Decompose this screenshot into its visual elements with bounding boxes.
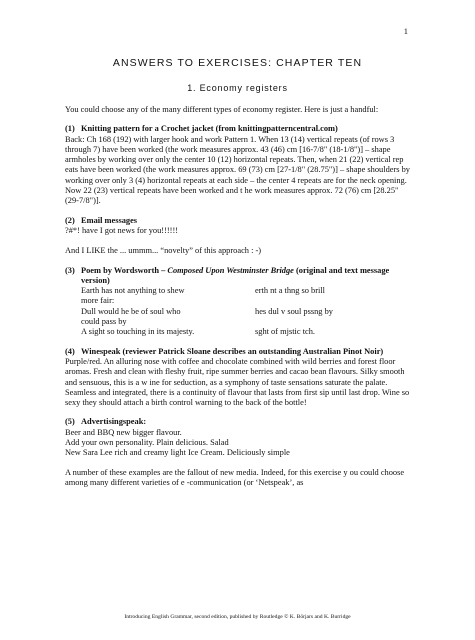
poem-row bbox=[81, 307, 410, 317]
section-number: (2) bbox=[65, 215, 75, 225]
poem-text-line: sght of mjstic tch. bbox=[255, 327, 316, 337]
section-winespeak bbox=[65, 347, 410, 409]
content-body bbox=[65, 105, 410, 488]
ad-line: Add your own personality. Plain delicious. Salad bbox=[65, 438, 229, 448]
section-body: Purple/red. An alluring nose with coffee and chocolate combined with wild berries and forest floor aromas. Fresh and clean with fleshy fruit, ripe summer berries and cacao bean flavours. Silky smooth and sensuous, this is a w ine for seduction, as a symphony of taste sensations saturate the palate. Seamless and integrated, there is a continuity of flavour that lasts from first sip until last drop. Wine so sexy they should attach a birth control warning to the back of the bottle! bbox=[65, 356, 410, 408]
page-title: ANSWERS TO EXERCISES: CHAPTER TEN bbox=[112, 57, 363, 69]
poem-row bbox=[81, 296, 410, 306]
poem-original-line: more fair: bbox=[81, 296, 115, 306]
email-line: ?#*! have I got news for you!!!!!! bbox=[65, 225, 179, 235]
poem-text-line bbox=[255, 317, 410, 327]
section-number: (1) bbox=[65, 124, 75, 134]
section-knitting-pattern bbox=[65, 124, 410, 206]
section-email-messages bbox=[65, 216, 410, 257]
poem-original-line: Earth has not anything to shew bbox=[81, 286, 185, 296]
page-number: 1 bbox=[403, 26, 408, 36]
section-heading: Email messages bbox=[81, 215, 138, 225]
poem-row bbox=[81, 327, 410, 337]
poem-text-line: hes dul v soul pssng by bbox=[255, 306, 333, 316]
section-subtitle: 1. Economy registers bbox=[187, 83, 288, 93]
intro-paragraph: You could choose any of the many different types of economy register. Here is just a handful: bbox=[65, 105, 379, 114]
section-heading: Winespeak (reviewer Patrick Sloane describes an outstanding Australian Pinot Noir) bbox=[81, 346, 384, 356]
page-footer: Introducing English Grammar, second edition, published by Routledge © K. Börjars and K. Burridge bbox=[124, 614, 351, 620]
section-heading bbox=[81, 266, 410, 287]
email-line: And I LIKE the ... ummm... “novelty” of this approach : -) bbox=[65, 246, 262, 256]
section-number: (4) bbox=[65, 346, 75, 356]
section-heading: Knitting pattern for a Crochet jacket (from knittingpatterncentral.com) bbox=[81, 124, 338, 134]
section-number: (5) bbox=[65, 417, 75, 427]
ad-line: Beer and BBQ new bigger flavour. bbox=[65, 427, 182, 437]
section-advertisingspeak bbox=[65, 417, 410, 458]
poem-text-line: erth nt a thng so brill bbox=[255, 286, 326, 296]
poem-table bbox=[81, 286, 410, 337]
section-body: Back: Ch 168 (192) with larger hook and work Pattern 1. When 13 (14) vertical repeats (of rows 3 through 7) have been worked (the work measures approx. 43 (46) cm [16-7/8" (18-1/8")] – shape armholes by working over only the center 10 (12) horizontal repeats. Then, when 21 (22) vertical rep eats have been worked (the work measures approx. 69 (73) cm [27-1/8" (28.75")] – shape shoulders by working over only 3 (4) horizontal repeats at each side – the center 4 repeats are for the neck opening. Now 22 (23) vertical repeats have been worked and t he work measures approx. 72 (76) cm [28.25" (29-7/8")]. bbox=[65, 134, 410, 206]
poem-row bbox=[81, 317, 410, 327]
section-heading: Advertisingspeak: bbox=[81, 417, 147, 427]
closing-paragraph: A number of these examples are the fallout of new media. Indeed, for this exercise y ou could choose among many different varieties of e -communication (or ‘Netspeak’, as bbox=[65, 467, 405, 487]
poem-text-line bbox=[255, 296, 410, 306]
poem-original-line: Dull would he be of soul who bbox=[81, 306, 181, 316]
poem-original-line: could pass by bbox=[81, 317, 127, 327]
section-poem bbox=[65, 266, 410, 338]
poem-original-line: A sight so touching in its majesty. bbox=[81, 327, 195, 337]
heading-prefix: Poem by Wordsworth – bbox=[81, 265, 168, 275]
section-number: (3) bbox=[65, 265, 75, 275]
ad-line: New Sara Lee rich and creamy light Ice Cream. Deliciously simple bbox=[65, 448, 290, 458]
poem-row bbox=[81, 286, 410, 296]
poem-title: Composed Upon Westminster Bridge bbox=[167, 265, 294, 275]
heading-suffix: (original and text message version) bbox=[81, 265, 390, 285]
